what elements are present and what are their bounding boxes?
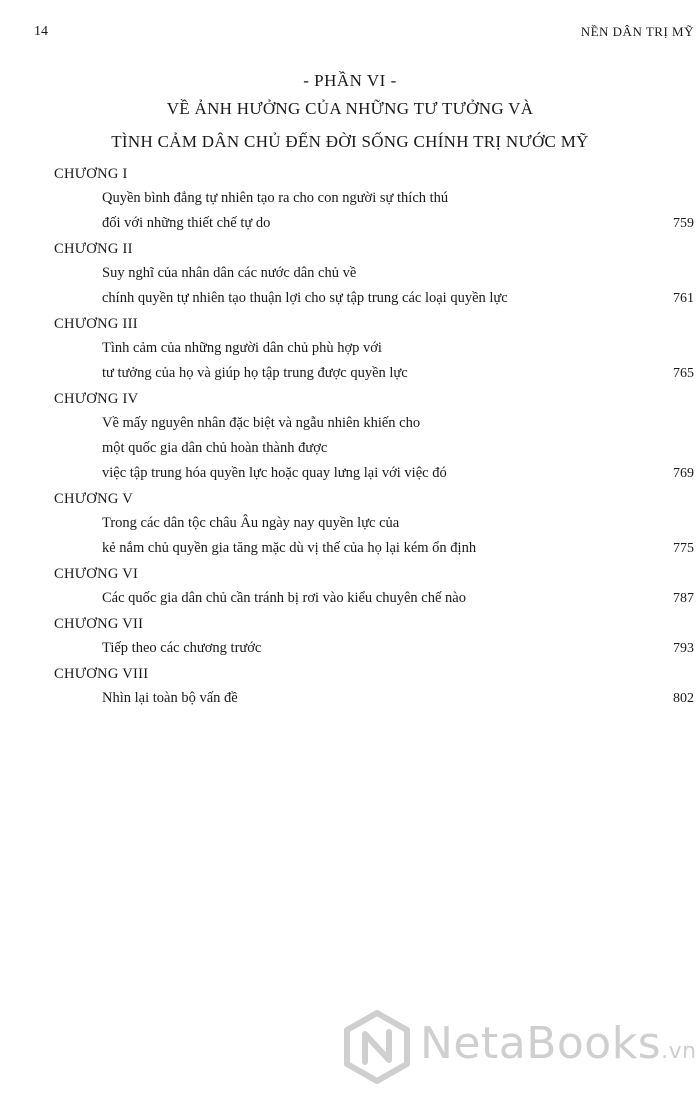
toc-chapter: [54, 613, 694, 661]
chapter-entry: [54, 261, 694, 311]
chapter-title-line: Suy nghĩ của nhân dân các nước dân chủ về: [102, 265, 357, 281]
chapter-entry: [54, 411, 694, 486]
chapter-title-line: việc tập trung hóa quyền lực hoặc quay lưng lại với việc đó: [102, 465, 447, 481]
page-reference: 787: [673, 591, 694, 606]
chapter-title-line: Quyền bình đẳng tự nhiên tạo ra cho con người sự thích thú: [102, 190, 449, 206]
watermark-brand: [420, 1018, 697, 1069]
page-reference: 759: [673, 216, 694, 231]
running-title: NỀN DÂN TRỊ MỸ: [580, 24, 694, 39]
chapter-label: CHƯƠNG III: [54, 316, 138, 332]
page-reference: 761: [673, 291, 694, 306]
page-reference: 769: [673, 466, 694, 481]
chapter-title-line: đối với những thiết chế tự do: [102, 215, 271, 231]
chapter-title-line: Các quốc gia dân chủ cần tránh bị rơi vào kiểu chuyên chế nào: [102, 590, 466, 606]
chapter-title-line: một quốc gia dân chủ hoàn thành được: [102, 440, 328, 456]
page-reference: 793: [673, 641, 694, 656]
toc-chapter: [54, 488, 694, 561]
watermark-suffix: .vn: [661, 1039, 697, 1064]
page-reference: 802: [673, 691, 694, 706]
chapter-title-line: Về mấy nguyên nhân đặc biệt và ngẫu nhiên khiến cho: [102, 415, 421, 431]
toc-chapter: [54, 388, 694, 486]
chapter-entry: [54, 586, 694, 611]
table-of-contents: [54, 163, 694, 713]
chapter-entry: [54, 511, 694, 561]
chapter-label: CHƯƠNG VI: [54, 566, 139, 582]
chapter-entry: [54, 336, 694, 386]
toc-chapter: [54, 663, 694, 711]
toc-chapter: [54, 563, 694, 611]
page-reference: 765: [673, 366, 694, 381]
chapter-title-line: Nhìn lại toàn bộ vấn đề: [102, 690, 238, 706]
chapter-title-line: chính quyền tự nhiên tạo thuận lợi cho sự tập trung các loại quyền lực: [102, 290, 508, 306]
chapter-title-line: kẻ nắm chủ quyền gia tăng mặc dù vị thế của họ lại kém ổn định: [102, 540, 477, 556]
page-header: [34, 24, 700, 46]
part-label: - PHẦN VI -: [303, 71, 397, 90]
chapter-entry: [54, 636, 694, 661]
chapter-label: CHƯƠNG V: [54, 491, 134, 507]
chapter-title-line: Trong các dân tộc châu Âu ngày nay quyền lực của: [102, 515, 400, 531]
toc-chapter: [54, 238, 694, 311]
chapter-entry: [54, 186, 694, 236]
chapter-label: CHƯƠNG IV: [54, 391, 139, 407]
chapter-title-line: Tình cảm của những người dân chủ phù hợp với: [102, 340, 382, 356]
chapter-title-line: Tiếp theo các chương trước: [102, 640, 262, 656]
chapter-entry: [54, 686, 694, 711]
netabooks-logo-icon: [340, 1010, 414, 1084]
chapter-label: CHƯƠNG II: [54, 241, 133, 257]
chapter-label: CHƯƠNG VIII: [54, 666, 149, 682]
chapter-title-line: tư tưởng của họ và giúp họ tập trung được quyền lực: [102, 365, 408, 381]
page-number: 14: [34, 24, 48, 39]
part-heading: [0, 70, 700, 158]
watermark: [340, 1002, 697, 1090]
part-title-line-2: TÌNH CẢM DÂN CHỦ ĐẾN ĐỜI SỐNG CHÍNH TRỊ NƯỚC MỸ: [111, 132, 589, 151]
chapter-label: CHƯƠNG VII: [54, 616, 144, 632]
chapter-label: CHƯƠNG I: [54, 166, 128, 182]
toc-chapter: [54, 313, 694, 386]
watermark-brand-text: NetaBooks: [420, 1018, 662, 1069]
part-title-line-1: VỀ ẢNH HƯỞNG CỦA NHỮNG TƯ TƯỞNG VÀ: [166, 99, 534, 118]
page-reference: 775: [673, 541, 694, 556]
toc-chapter: [54, 163, 694, 236]
